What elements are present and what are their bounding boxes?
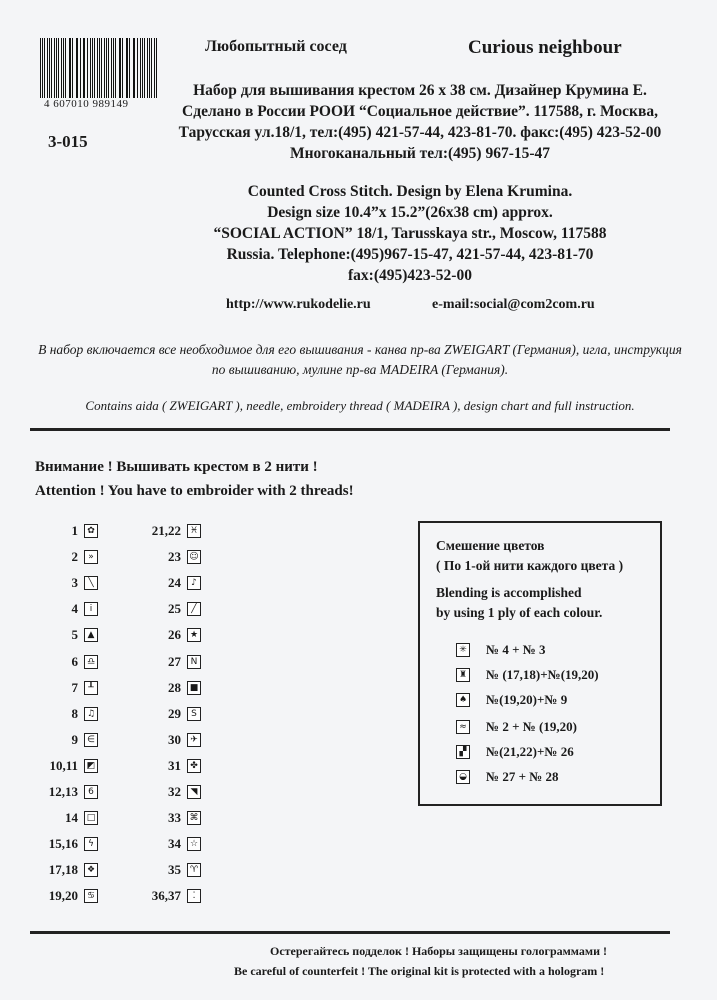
legend-number: 14	[65, 810, 78, 826]
legend-symbol-icon: ✈	[187, 733, 201, 747]
legend-symbol-icon: □	[84, 811, 98, 825]
ru-info-line: Сделано в России РООИ “Социальное действие”. 117588, г. Москва,	[182, 103, 658, 120]
blending-formula: № 2 + № (19,20)	[486, 719, 577, 734]
product-code: 3-015	[48, 132, 88, 151]
legend-symbol-icon: ∈	[84, 733, 98, 747]
barcode-bar	[61, 38, 62, 98]
legend-symbol-icon: 6	[84, 785, 98, 799]
legend-number: 26	[168, 627, 181, 643]
legend-row	[121, 523, 201, 539]
ru-info-line: Набор для вышивания крестом 26 х 38 см. Дизайнер Крумина Е.	[193, 82, 647, 99]
kit-contents-ru: В набор включается все необходимое для его вышивания - канва пр-ва ZWEIGART (Германия), игла, инструкция по вышиванию, мулине пр-ва MADEIRA (Германия).	[38, 342, 682, 377]
barcode-bar	[54, 38, 55, 98]
barcode-bar	[127, 38, 128, 98]
legend-row	[121, 836, 201, 852]
en-info-line: “SOCIAL ACTION” 18/1, Tarusskaya str., Moscow, 117588	[213, 225, 607, 242]
legend-row	[121, 549, 201, 565]
legend-symbol-icon: ╲	[84, 576, 98, 590]
legend-symbol-icon: ✿	[84, 524, 98, 538]
legend-number: 3	[71, 575, 78, 591]
en-info-block	[200, 181, 620, 286]
legend-symbol-icon: ◥	[187, 785, 201, 799]
blending-formula: № 27 + № 28	[486, 769, 559, 784]
legend-number: 21,22	[151, 523, 181, 538]
blending-formula: №(19,20)+№ 9	[486, 692, 568, 707]
legend-number: 29	[168, 705, 181, 721]
legend-symbol-icon: ┸	[84, 681, 98, 695]
blending-formula: №(21,22)+№ 26	[486, 744, 574, 759]
barcode-number: 4 607010 989149	[44, 98, 129, 110]
legend-number: 23	[168, 549, 181, 565]
legend-symbol-icon: ♓	[187, 524, 201, 538]
blending-symbol-icon: ✳	[456, 643, 470, 657]
legend-symbol-icon: ♎	[84, 655, 98, 669]
legend-number: 30	[168, 731, 181, 747]
legend-row	[18, 627, 98, 643]
legend-symbol-icon: ♫	[84, 707, 98, 721]
legend-row	[18, 758, 98, 774]
blending-row	[456, 719, 577, 735]
barcode-bar	[40, 38, 41, 98]
kit-contents-en: Contains aida ( ZWEIGART ), needle, embroidery thread ( MADEIRA ), design chart and full instruction.	[85, 398, 635, 413]
barcode-bar	[113, 38, 114, 98]
legend-number: 9	[71, 731, 78, 747]
barcode-bar	[90, 38, 91, 98]
legend-symbol-icon: ϟ	[84, 837, 98, 851]
legend-row	[18, 836, 98, 852]
legend-row	[121, 654, 201, 670]
legend-row	[18, 784, 98, 800]
legend-number: 34	[168, 836, 181, 852]
blending-symbol-icon: ♜	[456, 668, 470, 682]
title-en: Curious neighbour	[468, 37, 622, 58]
barcode-bar	[76, 38, 77, 98]
blending-row	[456, 642, 546, 658]
blending-row	[456, 769, 559, 785]
blending-formula: № 4 + № 3	[486, 642, 546, 657]
legend-symbol-icon: N	[187, 655, 201, 669]
legend-row	[121, 601, 201, 617]
legend-row	[121, 706, 201, 722]
en-info-line: Counted Cross Stitch. Design by Elena Krumina.	[247, 183, 573, 200]
legend-row	[121, 888, 201, 904]
legend-symbol-icon: ❖	[84, 863, 98, 877]
legend-row	[18, 862, 98, 878]
legend-number: 19,20	[48, 888, 78, 904]
legend-number: 2	[71, 549, 78, 565]
warning-ru: Остерегайтесь подделок ! Наборы защищены голограммами !	[270, 944, 607, 958]
barcode-bar	[83, 38, 84, 98]
blending-title-en: Blending is accomplished	[436, 585, 582, 600]
legend-row	[18, 523, 98, 539]
legend-number: 35	[168, 862, 181, 878]
blending-subtitle-ru: ( По 1-ой нити каждого цвета )	[436, 558, 624, 573]
legend-symbol-icon: ✤	[187, 759, 201, 773]
legend-symbol-icon: S	[187, 707, 201, 721]
barcode-bar	[101, 38, 102, 98]
blending-symbol-icon: ▞	[456, 745, 470, 759]
blending-symbol-icon: ♠	[456, 693, 470, 707]
legend-row	[18, 810, 98, 826]
legend-number: 10,11	[49, 757, 78, 773]
barcode-bar	[72, 38, 73, 98]
legend-symbol-icon: ■	[187, 681, 201, 695]
blending-symbol-icon: ◒	[456, 770, 470, 784]
barcode-bar	[120, 38, 121, 98]
legend-number: 24	[168, 575, 181, 591]
attention-ru: Внимание ! Вышивать крестом в 2 нити !	[35, 459, 318, 475]
legend-number: 1	[71, 523, 78, 538]
legend-symbol-icon: ╱	[187, 602, 201, 616]
legend-number: 8	[71, 705, 78, 721]
legend-symbol-icon: ⌘	[187, 811, 201, 825]
barcode-bar	[94, 38, 95, 98]
blending-subtitle-en: by using 1 ply of each colour.	[436, 605, 603, 620]
legend-symbol-icon: i	[84, 602, 98, 616]
barcode-bar	[129, 38, 130, 98]
divider-bottom	[30, 931, 670, 934]
ru-info-line: Тарусская ул.18/1, тел:(495) 421-57-44, 423-81-70. факс:(495) 423-52-00	[178, 124, 662, 141]
legend-number: 5	[71, 627, 78, 643]
barcode-bar	[47, 38, 48, 98]
legend-symbol-icon: ⁚	[187, 889, 201, 903]
legend-row	[121, 862, 201, 878]
legend-number: 15,16	[48, 836, 78, 852]
legend-row	[121, 758, 201, 774]
legend-row	[121, 784, 201, 800]
legend-number: 36,37	[151, 888, 181, 904]
legend-row	[18, 654, 98, 670]
legend-row	[121, 575, 201, 591]
legend-row	[18, 601, 98, 617]
en-info-line: Russia. Telephone:(495)967-15-47, 421-57-44, 423-81-70	[226, 246, 594, 263]
divider-top	[30, 428, 670, 431]
legend-number: 7	[71, 679, 78, 695]
legend-symbol-icon: ▲	[84, 628, 98, 642]
legend-number: 6	[71, 653, 78, 669]
legend-symbol-icon: ◩	[84, 759, 98, 773]
legend-number: 28	[168, 679, 181, 695]
legend-symbol-icon: »	[84, 550, 98, 564]
legend-symbol-icon: ♋	[84, 889, 98, 903]
warning-en: Be careful of counterfeit ! The original kit is protected with a hologram !	[234, 964, 605, 978]
ru-info-block	[140, 80, 700, 164]
legend-row	[121, 627, 201, 643]
legend-number: 33	[168, 810, 181, 826]
en-info-line: Design size 10.4”x 15.2”(26x38 cm) approx.	[267, 204, 553, 221]
legend-symbol-icon: ♈	[187, 863, 201, 877]
legend-number: 31	[168, 757, 181, 773]
blending-row	[456, 667, 599, 683]
legend-symbol-icon: ★	[187, 628, 201, 642]
legend-symbol-icon: ☺	[187, 550, 201, 564]
legend-row	[121, 732, 201, 748]
legend-row	[18, 732, 98, 748]
legend-number: 4	[71, 601, 78, 617]
barcode-bar	[63, 38, 64, 98]
legend-number: 12,13	[48, 784, 78, 799]
attention-en: Attention ! You have to embroider with 2 threads!	[35, 483, 354, 499]
blending-row	[456, 692, 567, 708]
barcode-bar	[106, 38, 107, 98]
legend-symbol-icon: ☆	[187, 837, 201, 851]
legend-row	[18, 888, 98, 904]
en-info-line: fax:(495)423-52-00	[348, 267, 472, 284]
email-link[interactable]: e-mail:social@com2com.ru	[432, 297, 595, 312]
website-link[interactable]: http://www.rukodelie.ru	[226, 297, 371, 312]
blending-formula: № (17,18)+№(19,20)	[486, 667, 599, 682]
legend-number: 17,18	[48, 862, 78, 878]
blending-title-ru: Смешение цветов	[436, 538, 545, 553]
legend-row	[18, 706, 98, 722]
legend-number: 32	[168, 784, 181, 799]
barcode-bar	[137, 38, 138, 98]
ru-info-line: Многоканальный тел:(495) 967-15-47	[289, 145, 551, 162]
title-ru: Любопытный сосед	[205, 38, 347, 55]
legend-row	[18, 549, 98, 565]
legend-row	[18, 680, 98, 696]
legend-row	[121, 810, 201, 826]
legend-number: 25	[168, 601, 181, 617]
blending-row	[456, 744, 574, 760]
legend-row	[18, 575, 98, 591]
legend-row	[121, 680, 201, 696]
legend-number: 27	[168, 653, 181, 669]
legend-symbol-icon: ♪	[187, 576, 201, 590]
blending-symbol-icon: ≈	[456, 720, 470, 734]
